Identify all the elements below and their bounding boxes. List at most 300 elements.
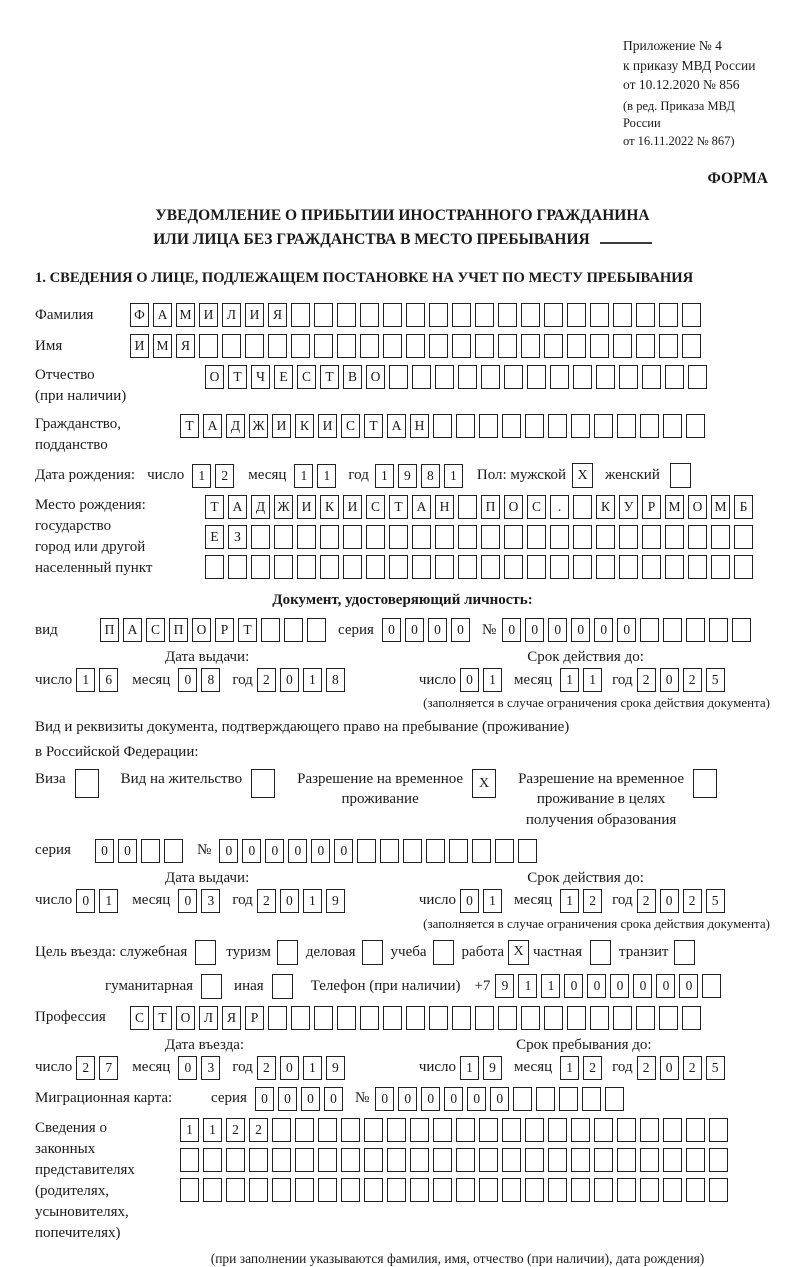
char-cell[interactable]: О [205,365,224,389]
char-cell[interactable] [527,525,546,549]
education-residence-checkbox[interactable] [693,769,717,798]
char-cell[interactable] [617,414,636,438]
char-cell[interactable]: 0 [280,668,299,692]
char-cell[interactable] [297,525,316,549]
char-cell[interactable] [481,365,500,389]
char-cell[interactable]: И [343,495,362,519]
char-cell[interactable] [688,365,707,389]
private-checkbox[interactable] [590,940,611,965]
char-cell[interactable] [429,303,448,327]
char-cell[interactable] [272,1178,291,1202]
other-purpose-checkbox[interactable] [272,974,293,999]
char-cell[interactable] [590,303,609,327]
char-cell[interactable]: 0 [118,839,137,863]
char-cell[interactable] [412,555,431,579]
char-cell[interactable] [502,1118,521,1142]
char-cell[interactable] [659,303,678,327]
char-cell[interactable] [406,1006,425,1030]
char-cell[interactable]: Т [320,365,339,389]
char-cell[interactable] [387,1118,406,1142]
char-cell[interactable] [456,1148,475,1172]
char-cell[interactable] [452,334,471,358]
char-cell[interactable]: 0 [421,1087,440,1111]
char-cell[interactable]: 2 [257,1056,276,1080]
char-cell[interactable]: П [169,618,188,642]
char-cell[interactable]: 0 [656,974,675,998]
char-cell[interactable] [249,1148,268,1172]
char-cell[interactable] [205,555,224,579]
char-cell[interactable]: Д [226,414,245,438]
char-cell[interactable]: 0 [219,839,238,863]
char-cell[interactable] [389,525,408,549]
char-cell[interactable] [341,1178,360,1202]
char-cell[interactable]: И [272,414,291,438]
char-cell[interactable] [665,365,684,389]
char-cell[interactable] [449,839,468,863]
char-cell[interactable] [559,1087,578,1111]
char-cell[interactable] [596,555,615,579]
char-cell[interactable] [435,555,454,579]
char-cell[interactable]: 2 [257,668,276,692]
char-cell[interactable] [682,334,701,358]
char-cell[interactable] [686,1148,705,1172]
char-cell[interactable] [203,1148,222,1172]
char-cell[interactable] [582,1087,601,1111]
char-cell[interactable]: Я [222,1006,241,1030]
char-cell[interactable]: 1 [583,668,602,692]
char-cell[interactable] [619,555,638,579]
char-cell[interactable] [640,618,659,642]
char-cell[interactable]: 0 [301,1087,320,1111]
char-cell[interactable] [495,839,514,863]
char-cell[interactable]: 0 [95,839,114,863]
char-cell[interactable] [141,839,160,863]
char-cell[interactable]: Н [435,495,454,519]
char-cell[interactable]: Л [199,1006,218,1030]
char-cell[interactable]: 0 [564,974,583,998]
char-cell[interactable]: 0 [178,889,197,913]
char-cell[interactable]: 2 [683,668,702,692]
char-cell[interactable]: 0 [428,618,447,642]
char-cell[interactable]: 0 [460,668,479,692]
char-cell[interactable] [596,525,615,549]
char-cell[interactable]: М [665,495,684,519]
char-cell[interactable] [261,618,280,642]
char-cell[interactable]: 2 [683,889,702,913]
char-cell[interactable]: 1 [303,668,322,692]
char-cell[interactable] [571,1118,590,1142]
char-cell[interactable] [433,1148,452,1172]
char-cell[interactable]: 1 [460,1056,479,1080]
char-cell[interactable]: 9 [398,464,417,488]
char-cell[interactable] [659,334,678,358]
char-cell[interactable] [389,365,408,389]
char-cell[interactable] [268,334,287,358]
char-cell[interactable]: О [176,1006,195,1030]
char-cell[interactable]: 2 [249,1118,268,1142]
char-cell[interactable] [504,555,523,579]
char-cell[interactable] [498,303,517,327]
char-cell[interactable] [389,555,408,579]
char-cell[interactable]: 0 [548,618,567,642]
char-cell[interactable]: А [123,618,142,642]
char-cell[interactable]: 0 [460,889,479,913]
char-cell[interactable]: 1 [99,889,118,913]
char-cell[interactable]: М [176,303,195,327]
char-cell[interactable] [387,1148,406,1172]
char-cell[interactable] [479,1118,498,1142]
char-cell[interactable] [686,414,705,438]
char-cell[interactable]: 0 [178,668,197,692]
char-cell[interactable]: Е [205,525,224,549]
char-cell[interactable]: Т [364,414,383,438]
transit-checkbox[interactable] [674,940,695,965]
char-cell[interactable] [318,1178,337,1202]
char-cell[interactable] [504,365,523,389]
char-cell[interactable] [663,1118,682,1142]
char-cell[interactable] [619,365,638,389]
char-cell[interactable] [433,1178,452,1202]
char-cell[interactable]: Д [251,495,270,519]
char-cell[interactable] [274,555,293,579]
char-cell[interactable]: 0 [467,1087,486,1111]
char-cell[interactable] [307,618,326,642]
char-cell[interactable] [502,1148,521,1172]
char-cell[interactable]: 0 [444,1087,463,1111]
char-cell[interactable] [406,303,425,327]
char-cell[interactable] [337,334,356,358]
char-cell[interactable]: 0 [490,1087,509,1111]
char-cell[interactable]: Р [215,618,234,642]
char-cell[interactable] [249,1178,268,1202]
char-cell[interactable]: 0 [502,618,521,642]
char-cell[interactable] [548,1118,567,1142]
char-cell[interactable]: 9 [326,889,345,913]
char-cell[interactable] [360,1006,379,1030]
visa-checkbox[interactable] [75,769,99,798]
char-cell[interactable]: . [550,495,569,519]
char-cell[interactable] [429,1006,448,1030]
char-cell[interactable]: А [412,495,431,519]
char-cell[interactable]: 0 [382,618,401,642]
business-checkbox[interactable] [362,940,383,965]
char-cell[interactable]: 0 [660,1056,679,1080]
char-cell[interactable]: С [366,495,385,519]
char-cell[interactable] [297,555,316,579]
char-cell[interactable]: 9 [495,974,514,998]
char-cell[interactable]: 0 [311,839,330,863]
char-cell[interactable] [525,1178,544,1202]
char-cell[interactable] [481,525,500,549]
char-cell[interactable] [343,555,362,579]
char-cell[interactable] [525,1148,544,1172]
char-cell[interactable]: Я [268,303,287,327]
char-cell[interactable] [548,1148,567,1172]
char-cell[interactable]: 1 [180,1118,199,1142]
char-cell[interactable] [613,303,632,327]
char-cell[interactable] [295,1178,314,1202]
char-cell[interactable] [164,839,183,863]
char-cell[interactable]: 3 [201,889,220,913]
char-cell[interactable] [458,555,477,579]
char-cell[interactable] [521,1006,540,1030]
char-cell[interactable] [406,334,425,358]
char-cell[interactable] [640,1148,659,1172]
char-cell[interactable] [617,1118,636,1142]
char-cell[interactable]: В [343,365,362,389]
char-cell[interactable]: 0 [178,1056,197,1080]
char-cell[interactable]: 0 [405,618,424,642]
char-cell[interactable]: 5 [706,1056,725,1080]
char-cell[interactable]: 1 [192,464,211,488]
char-cell[interactable]: 0 [660,668,679,692]
char-cell[interactable] [709,1178,728,1202]
char-cell[interactable] [498,1006,517,1030]
char-cell[interactable]: 1 [541,974,560,998]
char-cell[interactable] [226,1148,245,1172]
char-cell[interactable]: 0 [610,974,629,998]
char-cell[interactable] [284,618,303,642]
char-cell[interactable]: И [297,495,316,519]
char-cell[interactable] [472,839,491,863]
char-cell[interactable] [596,365,615,389]
char-cell[interactable]: 2 [683,1056,702,1080]
char-cell[interactable] [734,525,753,549]
char-cell[interactable] [525,414,544,438]
char-cell[interactable] [320,525,339,549]
char-cell[interactable] [412,525,431,549]
char-cell[interactable]: 0 [242,839,261,863]
char-cell[interactable]: К [295,414,314,438]
char-cell[interactable] [567,303,586,327]
char-cell[interactable] [636,334,655,358]
char-cell[interactable] [573,365,592,389]
char-cell[interactable]: Р [642,495,661,519]
char-cell[interactable] [433,1118,452,1142]
char-cell[interactable]: 6 [99,668,118,692]
char-cell[interactable]: 2 [637,889,656,913]
char-cell[interactable] [640,414,659,438]
char-cell[interactable] [642,525,661,549]
char-cell[interactable]: О [366,365,385,389]
char-cell[interactable] [479,414,498,438]
char-cell[interactable]: И [199,303,218,327]
char-cell[interactable] [360,334,379,358]
char-cell[interactable]: 2 [257,889,276,913]
char-cell[interactable] [268,1006,287,1030]
char-cell[interactable]: 1 [303,1056,322,1080]
char-cell[interactable]: 7 [99,1056,118,1080]
char-cell[interactable] [640,1178,659,1202]
char-cell[interactable] [291,334,310,358]
char-cell[interactable]: 9 [483,1056,502,1080]
char-cell[interactable]: 1 [375,464,394,488]
char-cell[interactable] [521,334,540,358]
char-cell[interactable]: 0 [76,889,95,913]
char-cell[interactable]: 0 [398,1087,417,1111]
char-cell[interactable] [590,1006,609,1030]
char-cell[interactable] [475,303,494,327]
char-cell[interactable]: 0 [679,974,698,998]
char-cell[interactable] [272,1148,291,1172]
char-cell[interactable] [536,1087,555,1111]
char-cell[interactable]: 2 [637,668,656,692]
char-cell[interactable] [659,1006,678,1030]
char-cell[interactable] [663,414,682,438]
char-cell[interactable] [525,1118,544,1142]
char-cell[interactable] [412,365,431,389]
char-cell[interactable]: 8 [201,668,220,692]
char-cell[interactable]: 0 [324,1087,343,1111]
char-cell[interactable] [458,495,477,519]
char-cell[interactable]: 0 [278,1087,297,1111]
char-cell[interactable]: 1 [560,1056,579,1080]
char-cell[interactable] [573,495,592,519]
char-cell[interactable] [544,1006,563,1030]
tourism-checkbox[interactable] [277,940,298,965]
char-cell[interactable] [429,334,448,358]
char-cell[interactable] [711,525,730,549]
work-checkbox[interactable]: X [508,940,529,965]
char-cell[interactable] [383,334,402,358]
char-cell[interactable]: 1 [560,668,579,692]
char-cell[interactable] [613,334,632,358]
char-cell[interactable] [688,555,707,579]
char-cell[interactable] [180,1178,199,1202]
char-cell[interactable]: К [596,495,615,519]
char-cell[interactable] [550,525,569,549]
char-cell[interactable]: Т [180,414,199,438]
char-cell[interactable] [456,414,475,438]
char-cell[interactable] [642,555,661,579]
char-cell[interactable]: С [527,495,546,519]
char-cell[interactable]: О [688,495,707,519]
char-cell[interactable] [513,1087,532,1111]
study-checkbox[interactable] [433,940,454,965]
char-cell[interactable] [571,414,590,438]
char-cell[interactable] [619,525,638,549]
char-cell[interactable]: О [504,495,523,519]
char-cell[interactable]: З [228,525,247,549]
char-cell[interactable] [550,365,569,389]
char-cell[interactable] [435,365,454,389]
char-cell[interactable] [594,1148,613,1172]
char-cell[interactable] [686,1178,705,1202]
char-cell[interactable] [341,1118,360,1142]
char-cell[interactable] [199,334,218,358]
char-cell[interactable] [682,303,701,327]
char-cell[interactable] [590,334,609,358]
char-cell[interactable] [320,555,339,579]
char-cell[interactable] [226,1178,245,1202]
char-cell[interactable]: С [297,365,316,389]
female-checkbox[interactable] [670,463,691,488]
char-cell[interactable] [504,525,523,549]
char-cell[interactable] [544,303,563,327]
char-cell[interactable]: 0 [587,974,606,998]
char-cell[interactable] [527,365,546,389]
char-cell[interactable]: Т [205,495,224,519]
char-cell[interactable] [272,1118,291,1142]
char-cell[interactable] [295,1118,314,1142]
char-cell[interactable]: 0 [375,1087,394,1111]
char-cell[interactable] [435,525,454,549]
char-cell[interactable] [357,839,376,863]
char-cell[interactable] [360,303,379,327]
char-cell[interactable] [383,1006,402,1030]
char-cell[interactable] [702,974,721,998]
char-cell[interactable] [452,1006,471,1030]
char-cell[interactable] [686,1118,705,1142]
char-cell[interactable]: Ф [130,303,149,327]
temp-residence-permit-checkbox[interactable]: X [472,769,496,798]
char-cell[interactable]: Л [222,303,241,327]
char-cell[interactable]: 0 [265,839,284,863]
char-cell[interactable] [709,1118,728,1142]
char-cell[interactable] [410,1148,429,1172]
char-cell[interactable] [521,303,540,327]
char-cell[interactable] [318,1118,337,1142]
char-cell[interactable]: Р [245,1006,264,1030]
char-cell[interactable]: 0 [255,1087,274,1111]
male-checkbox[interactable]: X [572,463,593,488]
char-cell[interactable] [686,618,705,642]
char-cell[interactable] [314,303,333,327]
char-cell[interactable]: 3 [201,1056,220,1080]
char-cell[interactable] [567,1006,586,1030]
char-cell[interactable] [481,555,500,579]
char-cell[interactable] [734,555,753,579]
char-cell[interactable]: 8 [326,668,345,692]
char-cell[interactable] [663,618,682,642]
char-cell[interactable]: У [619,495,638,519]
char-cell[interactable] [341,1148,360,1172]
char-cell[interactable] [594,1118,613,1142]
char-cell[interactable]: 1 [483,889,502,913]
char-cell[interactable] [548,1178,567,1202]
char-cell[interactable] [291,303,310,327]
char-cell[interactable] [274,525,293,549]
char-cell[interactable]: А [153,303,172,327]
char-cell[interactable]: 1 [76,668,95,692]
char-cell[interactable] [594,414,613,438]
char-cell[interactable] [527,555,546,579]
char-cell[interactable] [475,1006,494,1030]
char-cell[interactable]: Е [274,365,293,389]
char-cell[interactable]: Н [410,414,429,438]
char-cell[interactable]: О [192,618,211,642]
char-cell[interactable] [571,1148,590,1172]
char-cell[interactable] [663,1148,682,1172]
char-cell[interactable] [479,1178,498,1202]
char-cell[interactable] [458,365,477,389]
char-cell[interactable]: 2 [583,1056,602,1080]
char-cell[interactable] [180,1148,199,1172]
char-cell[interactable] [456,1178,475,1202]
char-cell[interactable] [663,1178,682,1202]
char-cell[interactable] [337,1006,356,1030]
char-cell[interactable] [605,1087,624,1111]
char-cell[interactable]: М [711,495,730,519]
humanitarian-checkbox[interactable] [201,974,222,999]
char-cell[interactable] [222,334,241,358]
char-cell[interactable] [617,1178,636,1202]
char-cell[interactable]: 0 [288,839,307,863]
char-cell[interactable]: А [387,414,406,438]
char-cell[interactable] [636,303,655,327]
char-cell[interactable] [364,1148,383,1172]
char-cell[interactable] [550,555,569,579]
